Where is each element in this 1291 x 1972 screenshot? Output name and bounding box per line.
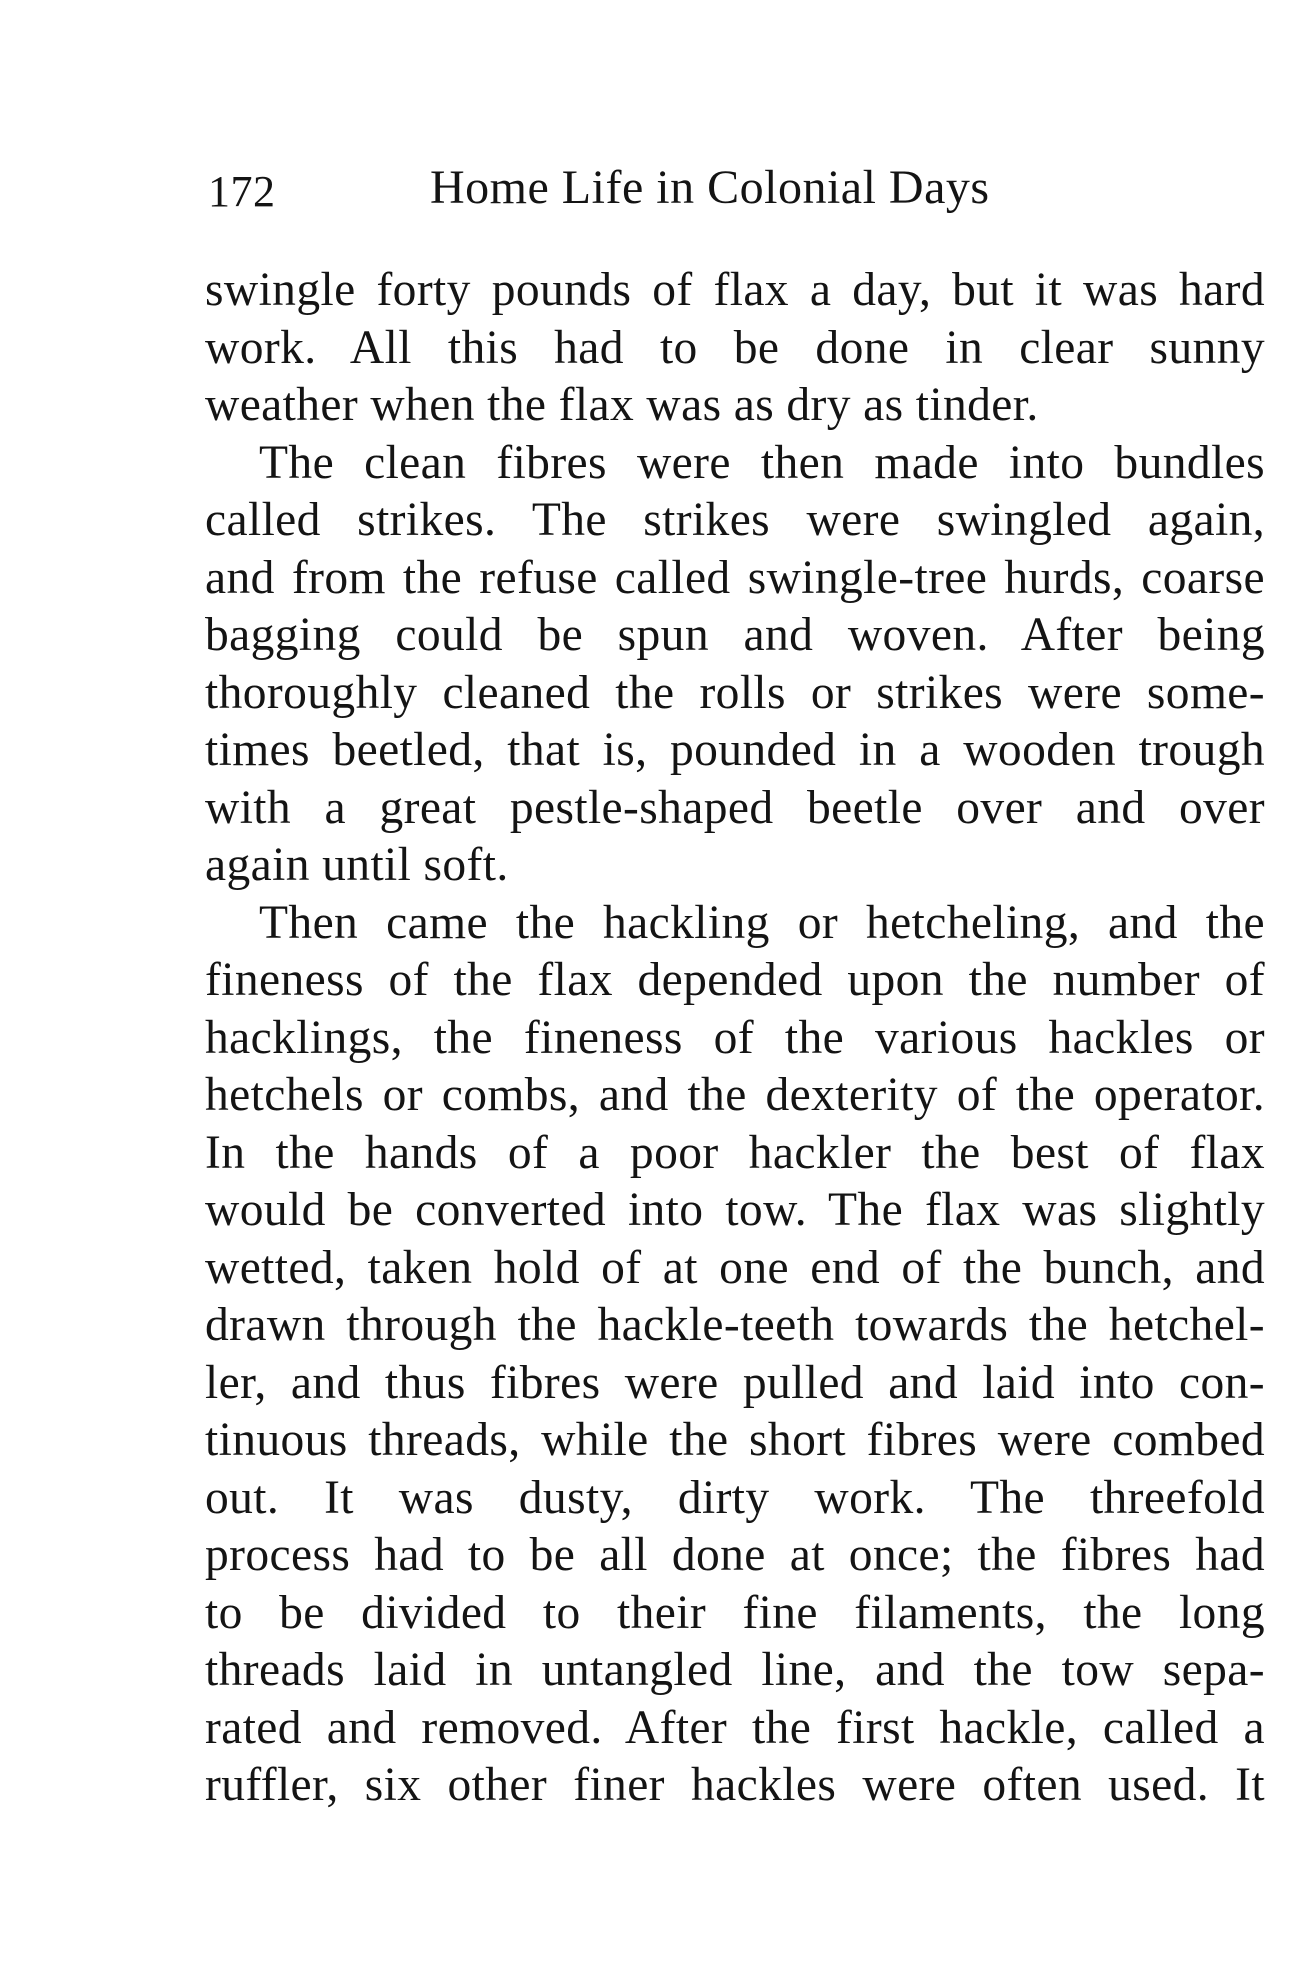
- text-line: called strikes. The strikes were swingled again,: [205, 494, 1265, 546]
- text-line: ler, and thus fibres were pulled and laid into con-: [205, 1356, 1265, 1409]
- page-header: [208, 160, 1078, 230]
- text-line: weather when the flax was as dry as tinder.: [205, 379, 1039, 431]
- text-line: wetted, taken hold of at one end of the bunch, and: [205, 1241, 1265, 1294]
- text-line: drawn through the hackle-teeth towards the hetchel-: [205, 1299, 1265, 1351]
- text-line: The clean fibres were then made into bundles: [259, 436, 1265, 489]
- text-line: and from the refuse called swingle-tree hurds, coarse: [205, 551, 1265, 604]
- text-line: out. It was dusty, dirty work. The threefold: [205, 1471, 1265, 1524]
- text-line: process had to be all done at once; the fibres had: [205, 1529, 1265, 1581]
- text-line: hetchels or combs, and the dexterity of the operator.: [205, 1069, 1265, 1121]
- paragraph-1: [205, 262, 1280, 435]
- running-title: Home Life in Colonial Days: [430, 161, 990, 214]
- paragraph-2: [205, 435, 1280, 895]
- page-number: 172: [208, 167, 276, 216]
- text-line: times beetled, that is, pounded in a wooden trough: [205, 724, 1265, 776]
- paragraph-3: [205, 895, 1280, 1815]
- body-text: [205, 262, 1280, 1815]
- text-line: bagging could be spun and woven. After being: [205, 609, 1265, 661]
- text-line: fineness of the flax depended upon the number of: [205, 954, 1265, 1006]
- text-line: swingle forty pounds of flax a day, but it was hard: [205, 264, 1265, 316]
- text-line: threads laid in untangled line, and the tow sepa-: [205, 1644, 1265, 1696]
- text-line: ruffler, six other finer hackles were often used. It: [205, 1759, 1265, 1811]
- text-line: with a great pestle-shaped beetle over and over: [205, 781, 1265, 834]
- text-line: tinuous threads, while the short fibres were combed: [205, 1414, 1265, 1466]
- text-line: Then came the hackling or hetcheling, and the: [259, 896, 1265, 949]
- text-line: again until soft.: [205, 839, 509, 891]
- text-line: to be divided to their fine filaments, the long: [205, 1586, 1265, 1639]
- text-line: rated and removed. After the first hackle, called a: [205, 1701, 1265, 1754]
- text-line: hacklings, the fineness of the various hackles or: [205, 1011, 1265, 1064]
- text-line: thoroughly cleaned the rolls or strikes were some-: [205, 666, 1265, 719]
- text-line: would be converted into tow. The flax was slightly: [205, 1184, 1265, 1236]
- text-line: work. All this had to be done in clear sunny: [205, 321, 1265, 374]
- text-line: In the hands of a poor hackler the best of flax: [205, 1126, 1265, 1179]
